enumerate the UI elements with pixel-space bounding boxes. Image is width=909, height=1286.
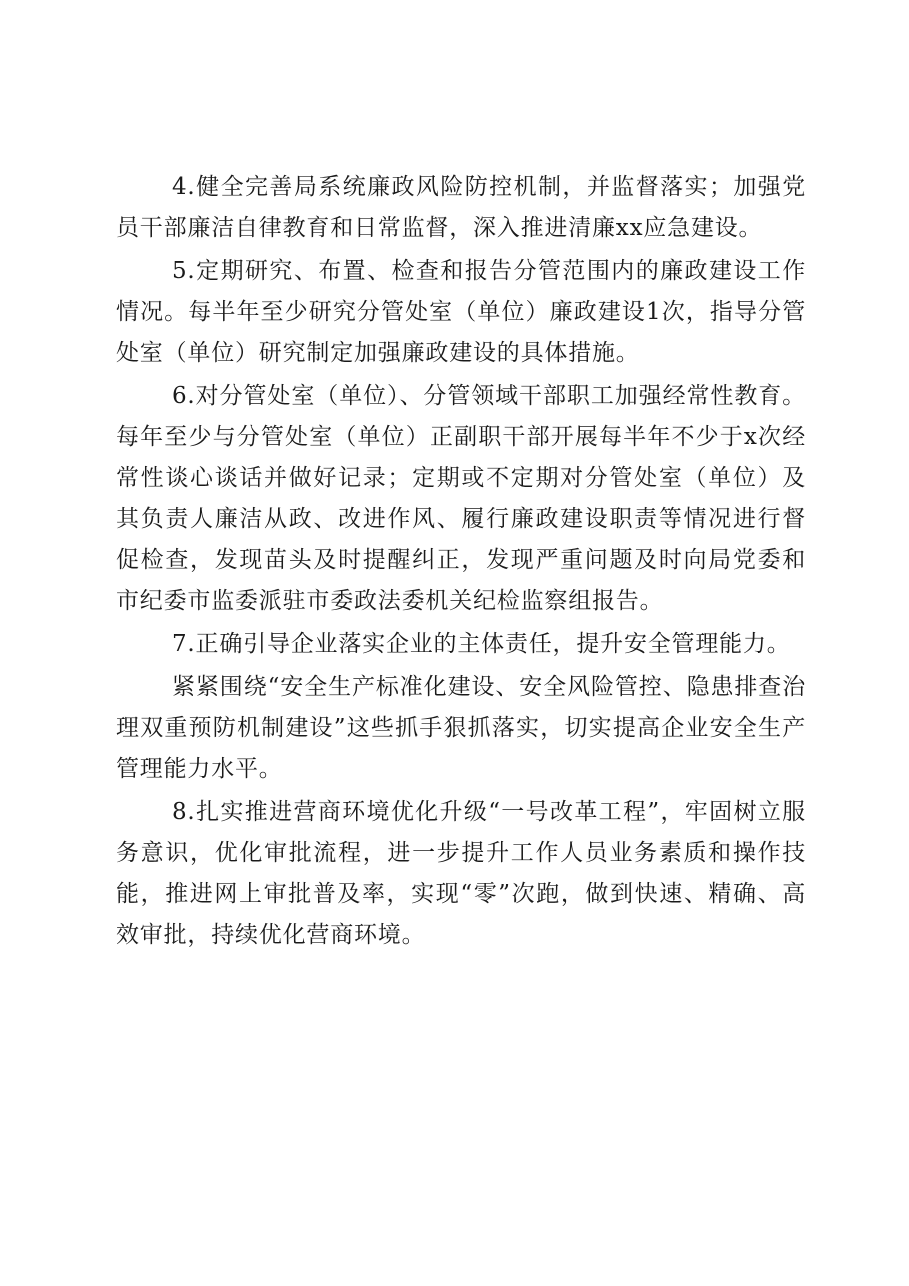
paragraph-item-7: 7.正确引导企业落实企业的主体责任，提升安全管理能力。 [172, 631, 791, 657]
paragraph-item-4: 4.健全完善局系统廉政风险防控机制，并监督落实；加强党员干部廉洁自律教育和日常监督，深入推进清廉xx应急建设。 [116, 174, 806, 241]
paragraph-item-5: 5.定期研究、布置、检查和报告分管范围内的廉政建设工作情况。每半年至少研究分管处室（单位）廉政建设1次，指导分管处室（单位）研究制定加强廉政建设的具体措施。 [116, 258, 806, 366]
paragraph-item-8: 8.扎实推进营商环境优化升级“一号改革工程”，牢固树立服务意识，优化审批流程，进一步提升工作人员业务素质和操作技能，推进网上审批普及率，实现“零”次跑，做到快速、精确、高效审批，持续优化营商环境。 [116, 799, 806, 948]
document-body [116, 167, 806, 958]
paragraph-item-7-detail: 紧紧围绕“安全生产标准化建设、安全风险管控、隐患排查治理双重预防机制建设”这些抓手狠抓落实，切实提高企业安全生产管理能力水平。 [116, 674, 806, 782]
paragraph-item-6: 6.对分管处室（单位）、分管领域干部职工加强经常性教育。每年至少与分管处室（单位）正副职干部开展每半年不少于x次经常性谈心谈话并做好记录；定期或不定期对分管处室（单位）及其负责人廉洁从政、改进作风、履行廉政建设职责等情况进行督促检查，发现苗头及时提醒纠正，发现严重问题及时向局党委和市纪委市监委派驻市委政法委机关纪检监察组报告。 [116, 383, 806, 614]
